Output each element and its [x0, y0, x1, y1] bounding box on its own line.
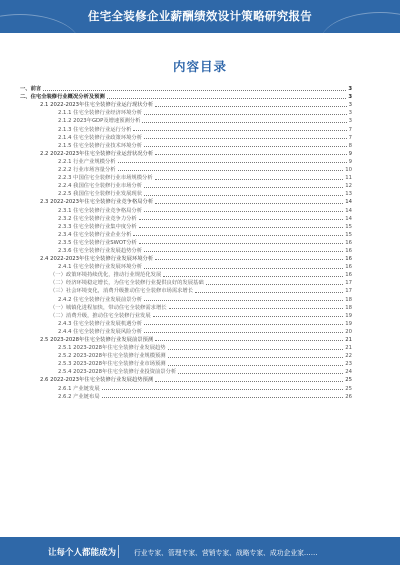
header-banner [0, 0, 400, 33]
toc-entry[interactable] [20, 92, 352, 100]
toc-entry[interactable] [20, 303, 352, 311]
toc-entry-page: 9 [348, 158, 352, 165]
toc-entry[interactable] [20, 278, 352, 286]
toc-entry-page: 18 [345, 304, 352, 311]
toc-leader-dots [133, 130, 346, 131]
toc-entry-page: 11 [345, 175, 352, 182]
toc-leader-dots [168, 349, 344, 350]
toc-entry-title: 2.3.3 住宅全装修行业集中度分析 [58, 223, 137, 230]
toc-entry-title: 2.2.1 行业产业规模分析 [58, 158, 116, 165]
toc-entry-title: 2.6 2022-2023年住宅全装修行业发展趋势预测 [40, 377, 154, 384]
toc-entry[interactable] [20, 189, 352, 197]
toc-leader-dots [139, 227, 344, 228]
toc-entry[interactable] [20, 124, 352, 132]
toc-leader-dots [155, 340, 343, 341]
toc-leader-dots [43, 90, 346, 91]
toc-entry-page: 3 [348, 94, 352, 101]
toc-entry-title: （二）消费升级，推动住宅全装修行业发展 [50, 312, 151, 319]
toc-entry[interactable] [20, 246, 352, 254]
toc-leader-dots [144, 251, 343, 252]
toc-entry[interactable] [20, 327, 352, 335]
toc-entry-page: 8 [348, 142, 352, 149]
toc-entry[interactable] [20, 335, 352, 343]
toc-entry-page: 12 [345, 183, 352, 190]
toc-entry[interactable] [20, 311, 352, 319]
toc-heading: 内容目录 [172, 59, 227, 74]
toc-entry-title: 2.4.3 住宅全装修行业发展机遇分析 [58, 320, 143, 327]
toc-entry-title: 2.5.2 2023-2028年住宅全装修行业规模预测 [58, 353, 166, 360]
toc-entry-page: 21 [345, 337, 352, 343]
toc-entry-title: 2.1.5 住宅全装修行业技术环境分析 [58, 142, 143, 149]
toc-entry-page: 25 [345, 385, 352, 392]
toc-leader-dots [155, 154, 346, 155]
toc-leader-dots [169, 308, 344, 309]
toc-entry-title: 二、住宅全装修行业概况分析及预测 [20, 94, 105, 101]
toc-leader-dots [102, 397, 344, 398]
toc-entry-title: 2.4.2 住宅全装修行业发展前景分析 [58, 296, 143, 303]
toc-leader-dots [144, 114, 347, 115]
toc-entry-title: 2.5 2023-2028年住宅全装修行业发展前景预测 [40, 337, 154, 343]
toc-entry-page: 15 [345, 223, 352, 230]
toc-entry[interactable] [20, 197, 352, 205]
toc-entry-title: 2.3.5 住宅全装修行业SWOT分析 [58, 239, 137, 246]
toc-leader-dots [155, 179, 344, 180]
toc-entry-title: 2.3 2022-2023年住宅全装修行业竞争格局分析 [40, 199, 154, 206]
toc-entry-page: 21 [345, 345, 352, 352]
toc-leader-dots [163, 276, 343, 277]
toc-leader-dots [144, 324, 343, 325]
toc-entry[interactable] [20, 181, 352, 189]
toc-leader-dots [144, 211, 343, 212]
toc-entry[interactable] [20, 141, 352, 149]
toc-entry-title: （三）社会环境变化，消费升级推动住宅全装修市场需求增长 [50, 288, 194, 295]
toc-entry-title: （一）城镇化进程加快，带动住宅全装修需求增长 [50, 304, 167, 311]
toc-leader-dots [178, 373, 343, 374]
toc-leader-dots [133, 235, 343, 236]
toc-entry[interactable] [20, 238, 352, 246]
toc-entry-title: 2.5.1 2023-2028年住宅全装修行业发展趋势 [58, 345, 166, 352]
toc-leader-dots [118, 170, 344, 171]
toc-entry-title: 2.3.6 住宅全装修行业发展趋势分析 [58, 247, 143, 254]
toc-entry[interactable] [20, 165, 352, 173]
toc-leader-dots [155, 203, 343, 204]
toc-entry-page: 13 [345, 191, 352, 198]
toc-leader-dots [168, 365, 344, 366]
toc-entry-page: 16 [345, 247, 352, 254]
toc-leader-dots [102, 389, 344, 390]
toc-entry[interactable] [20, 286, 352, 294]
toc-leader-dots [155, 106, 346, 107]
toc-entry-page: 26 [345, 393, 352, 400]
toc-entry-page: 16 [345, 272, 352, 279]
toc-leader-dots [139, 243, 343, 244]
toc-entry-page: 19 [345, 312, 352, 319]
toc-leader-dots [144, 187, 343, 188]
toc-entry[interactable] [20, 351, 352, 359]
toc-entry[interactable] [20, 116, 352, 124]
toc-leader-dots [139, 219, 344, 220]
toc-entry-page: 20 [345, 328, 352, 335]
toc-entry-title: 2.2.3 中国住宅全装修行业市场规模分析 [58, 175, 153, 182]
toc-entry-page: 17 [345, 288, 352, 295]
toc-leader-dots [144, 146, 347, 147]
toc-entry[interactable] [20, 359, 352, 367]
toc-leader-dots [144, 138, 347, 139]
table-of-contents [20, 84, 352, 400]
toc-entry-page: 3 [348, 118, 352, 125]
toc-entry-title: 2.1.3 住宅全装修行业运行分析 [58, 126, 132, 133]
toc-entry-title: 一、前言 [20, 86, 42, 93]
toc-entry-title: 2.5.4 2023-2028年住宅全装修行业投资前景分析 [58, 369, 177, 376]
toc-entry[interactable] [20, 294, 352, 302]
toc-entry[interactable] [20, 173, 352, 181]
toc-leader-dots [195, 292, 343, 293]
toc-entry[interactable] [20, 108, 352, 116]
toc-entry-page: 17 [345, 280, 352, 287]
toc-entry-title: 2.6.1 产业链发展 [58, 385, 100, 392]
toc-leader-dots [153, 316, 344, 317]
toc-entry-title: 2.1.4 住宅全装修行业政策环境分析 [58, 134, 143, 141]
footer-divider [118, 545, 119, 558]
toc-entry[interactable] [20, 383, 352, 391]
toc-entry[interactable] [20, 157, 352, 165]
toc-entry-title: 2.3.2 住宅全装修行业竞争力分析 [58, 215, 137, 222]
toc-entry-page: 16 [345, 256, 352, 263]
toc-entry[interactable] [20, 262, 352, 270]
toc-entry[interactable] [20, 343, 352, 351]
toc-leader-dots [144, 268, 343, 269]
toc-entry-title: 2.1 2022-2023年住宅全装修行业运行现状分析 [40, 102, 154, 109]
toc-entry-page: 23 [345, 361, 352, 368]
toc-leader-dots [155, 259, 343, 260]
toc-entry-page: 3 [348, 102, 352, 109]
toc-leader-dots [206, 284, 344, 285]
toc-entry-page: 15 [345, 231, 352, 238]
toc-entry-page: 24 [345, 369, 352, 376]
toc-entry-title: 2.2.4 我国住宅全装修行业市场分析 [58, 183, 143, 190]
toc-entry-page: 9 [348, 150, 352, 157]
toc-entry-title: 2.4 2022-2023年住宅全装修行业发展环境分析 [40, 256, 154, 263]
toc-entry-title: （二）经济环境稳定增长，为住宅全装修行业提供良好的发展基础 [50, 280, 204, 287]
toc-entry-title: 2.2 2022-2023年住宅全装修行业运营状况分析 [40, 150, 154, 157]
toc-leader-dots [155, 381, 343, 382]
toc-leader-dots [107, 98, 347, 99]
toc-entry[interactable] [20, 392, 352, 400]
toc-entry[interactable] [20, 149, 352, 157]
toc-entry-page: 14 [345, 199, 352, 206]
toc-entry-page: 22 [345, 353, 352, 360]
toc-entry[interactable] [20, 319, 352, 327]
footer-slogan: 让每个人都能成为 [48, 548, 117, 558]
toc-entry-page: 7 [348, 134, 352, 141]
toc-leader-dots [168, 357, 344, 358]
toc-leader-dots [144, 195, 343, 196]
toc-entry-page: 19 [345, 320, 352, 327]
toc-entry-title: 2.2.5 我国住宅全装修行业发展现状 [58, 191, 143, 198]
toc-entry[interactable] [20, 214, 352, 222]
toc-entry-page: 18 [345, 296, 352, 303]
toc-entry-title: 2.4.4 住宅全装修行业发展风险分析 [58, 328, 143, 335]
toc-entry-title: 2.3.4 住宅全装修行业企业分析 [58, 231, 132, 238]
toc-entry[interactable] [20, 270, 352, 278]
report-title: 住宅全装修企业薪酬绩效设计策略研究报告 [87, 9, 313, 23]
toc-entry[interactable] [20, 254, 352, 262]
toc-entry-title: 2.5.3 2023-2028年住宅全装修行业市场预测 [58, 361, 166, 368]
toc-entry-page: 25 [345, 377, 352, 384]
toc-leader-dots [144, 332, 343, 333]
toc-entry[interactable] [20, 222, 352, 230]
toc-entry[interactable] [20, 375, 352, 383]
toc-entry[interactable] [20, 133, 352, 141]
toc-entry-title: （一）政策环境持续优化，推动行业规范化发展 [50, 272, 162, 279]
toc-entry-title: 2.2.2 行业市场容量分析 [58, 167, 116, 174]
footer-tagline: 行业专家、管理专家、营销专家、战略专家、成功企业家…… [134, 549, 318, 557]
toc-entry[interactable] [20, 100, 352, 108]
toc-leader-dots [142, 122, 346, 123]
toc-entry[interactable] [20, 230, 352, 238]
toc-entry-page: 3 [348, 86, 352, 93]
toc-entry-page: 16 [345, 264, 352, 271]
toc-entry-title: 2.4.1 住宅全装修行业发展环境分析 [58, 264, 143, 271]
toc-leader-dots [118, 162, 347, 163]
toc-entry[interactable] [20, 84, 352, 92]
toc-entry[interactable] [20, 205, 352, 213]
toc-entry-page: 7 [348, 126, 352, 133]
toc-entry-page: 14 [345, 215, 352, 222]
footer-banner [0, 537, 400, 565]
toc-entry-title: 2.3.1 住宅全装修行业竞争格局分析 [58, 207, 143, 214]
toc-entry-page: 14 [345, 207, 352, 214]
toc-leader-dots [144, 300, 343, 301]
toc-entry-page: 10 [345, 167, 352, 174]
toc-entry-page: 16 [345, 239, 352, 246]
toc-entry[interactable] [20, 367, 352, 375]
toc-entry-page: 3 [348, 110, 352, 117]
toc-entry-title: 2.1.2 2023年GDP及增速预测分析 [58, 118, 141, 125]
toc-entry-title: 2.6.2 产业链布局 [58, 393, 100, 400]
toc-entry-title: 2.1.1 住宅全装修行业经济环境分析 [58, 110, 143, 117]
